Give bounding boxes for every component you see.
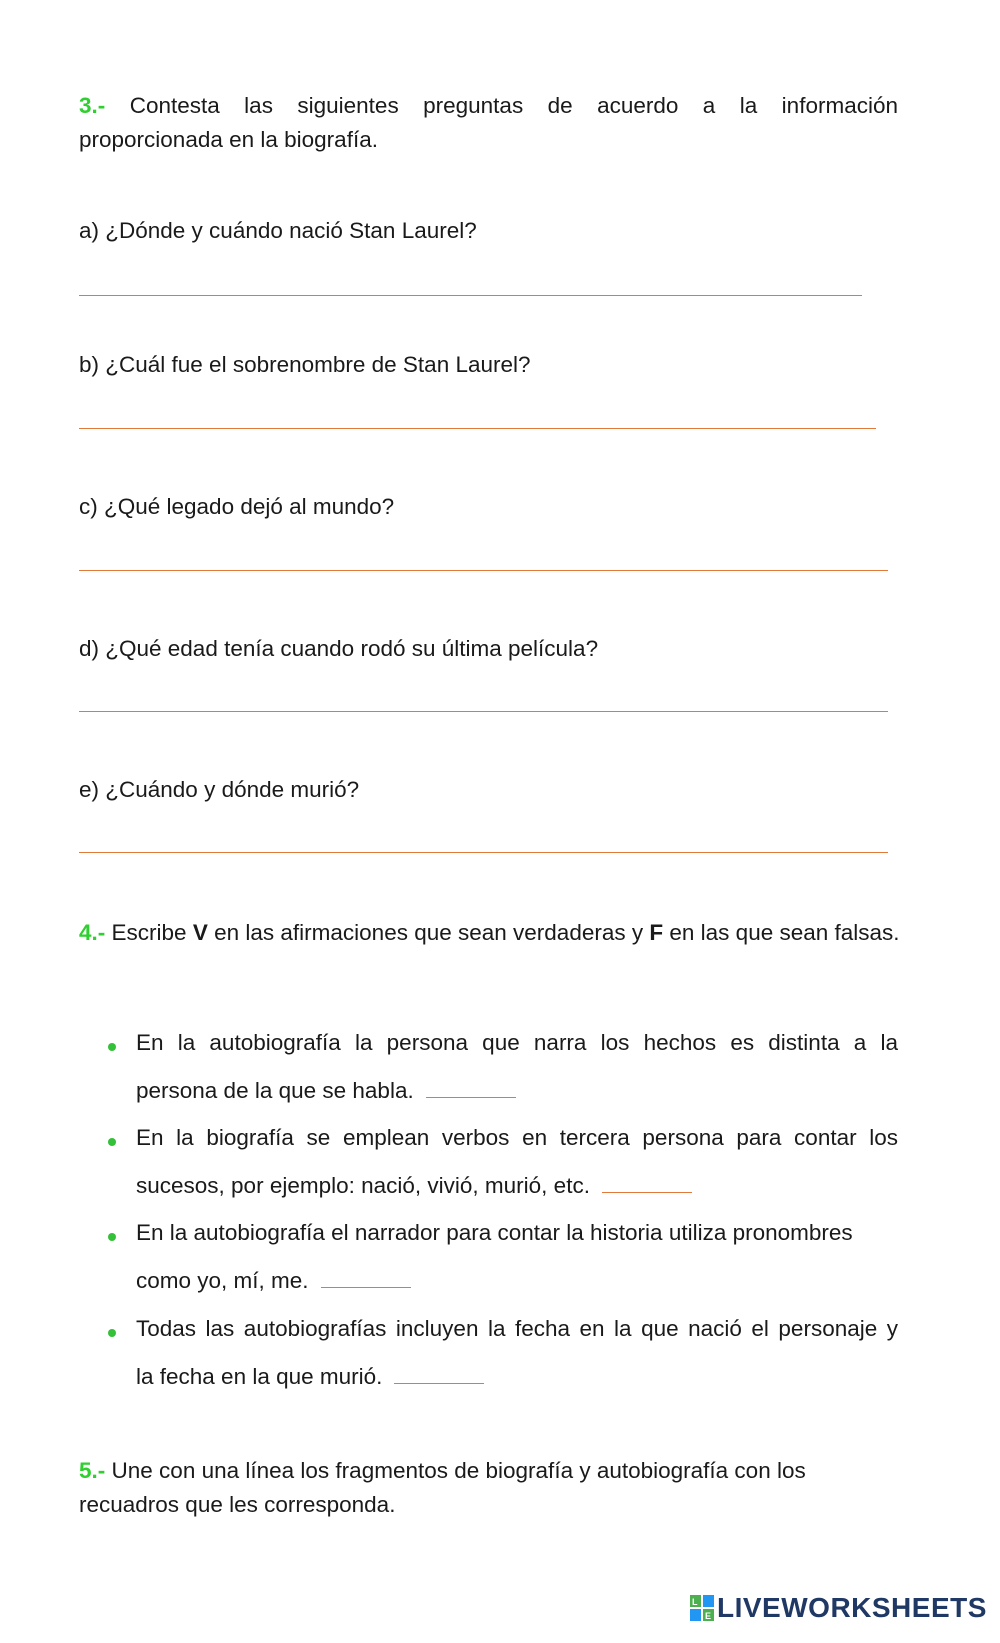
section-5-number: 5.-	[79, 1458, 106, 1483]
question-d-answer-line	[79, 711, 888, 712]
statement-3-text: como yo, mí, me.	[136, 1268, 309, 1293]
question-b-label: b) ¿Cuál fue el sobrenombre de Stan Laurel?	[79, 352, 531, 377]
section-3-instruction-line1	[79, 93, 898, 119]
statement-3-line2	[136, 1268, 411, 1294]
statement-3-answer-blank[interactable]	[321, 1286, 411, 1288]
question-b-answer-line	[79, 428, 876, 429]
section-4-f-letter: F	[649, 920, 664, 945]
statement-3-bullet	[108, 1233, 116, 1241]
question-c-answer-input[interactable]	[79, 535, 896, 565]
statement-2-text: sucesos, por ejemplo: nació, vivió, murió, etc.	[136, 1173, 590, 1198]
statement-2-answer-blank[interactable]	[602, 1191, 692, 1193]
liveworksheets-logo-text: LIVEWORKSHEETS	[717, 1592, 987, 1623]
statement-4-line1: Todas las autobiografías incluyen la fecha en la que nació el personaje y	[136, 1316, 898, 1341]
statement-1-text: persona de la que se habla.	[136, 1078, 414, 1103]
liveworksheets-logo	[690, 1592, 987, 1624]
statement-3-line1: En la autobiografía el narrador para contar la historia utiliza pronombres	[136, 1220, 853, 1245]
section-4-prefix: Escribe	[111, 920, 187, 945]
question-c-answer-line	[79, 570, 888, 571]
statement-2-bullet	[108, 1138, 116, 1146]
statement-1-line1: En la autobiografía la persona que narra los hechos es distinta a la	[136, 1030, 898, 1055]
statement-1-bullet	[108, 1043, 116, 1051]
question-d-answer-input[interactable]	[79, 676, 896, 706]
liveworksheets-logo-icon	[690, 1595, 714, 1621]
question-c-label: c) ¿Qué legado dejó al mundo?	[79, 494, 395, 519]
section-3-instruction-text: Contesta las siguientes preguntas de acuerdo a la información	[129, 93, 898, 118]
section-5-instruction-line1	[79, 1458, 806, 1484]
question-e-label: e) ¿Cuándo y dónde murió?	[79, 777, 360, 802]
section-3-instruction-line2: proporcionada en la biografía.	[79, 127, 378, 152]
section-4-suffix: en las que sean falsas.	[669, 920, 900, 945]
statement-4-line2	[136, 1364, 484, 1390]
section-4-middle: en las afirmaciones que sean verdaderas y	[214, 920, 644, 945]
section-4-number: 4.-	[79, 920, 106, 945]
statement-4-bullet	[108, 1329, 116, 1337]
section-4-v-letter: V	[192, 920, 208, 945]
question-a-label: a) ¿Dónde y cuándo nació Stan Laurel?	[79, 218, 477, 243]
statement-4-text: la fecha en la que murió.	[136, 1364, 383, 1389]
section-5-instruction-text: Une con una línea los fragmentos de biografía y autobiografía con los	[111, 1458, 806, 1483]
question-e-answer-input[interactable]	[79, 817, 896, 847]
statement-1-line2	[136, 1078, 516, 1104]
question-a-answer-line	[79, 295, 862, 296]
statement-2-line1: En la biografía se emplean verbos en tercera persona para contar los	[136, 1125, 898, 1150]
section-4-instruction	[79, 920, 900, 946]
section-5-instruction-line2: recuadros que les corresponda.	[79, 1492, 396, 1517]
question-d-label: d) ¿Qué edad tenía cuando rodó su última película?	[79, 636, 599, 661]
statement-2-line2	[136, 1173, 692, 1199]
statement-4-answer-blank[interactable]	[394, 1382, 484, 1384]
question-e-answer-line	[79, 852, 888, 853]
question-a-answer-input[interactable]	[79, 260, 870, 290]
section-3-number: 3.-	[79, 93, 106, 118]
svg-text:L: L	[692, 1597, 698, 1607]
statement-1-answer-blank[interactable]	[426, 1096, 516, 1098]
svg-text:E: E	[705, 1611, 712, 1621]
question-b-answer-input[interactable]	[79, 393, 884, 423]
